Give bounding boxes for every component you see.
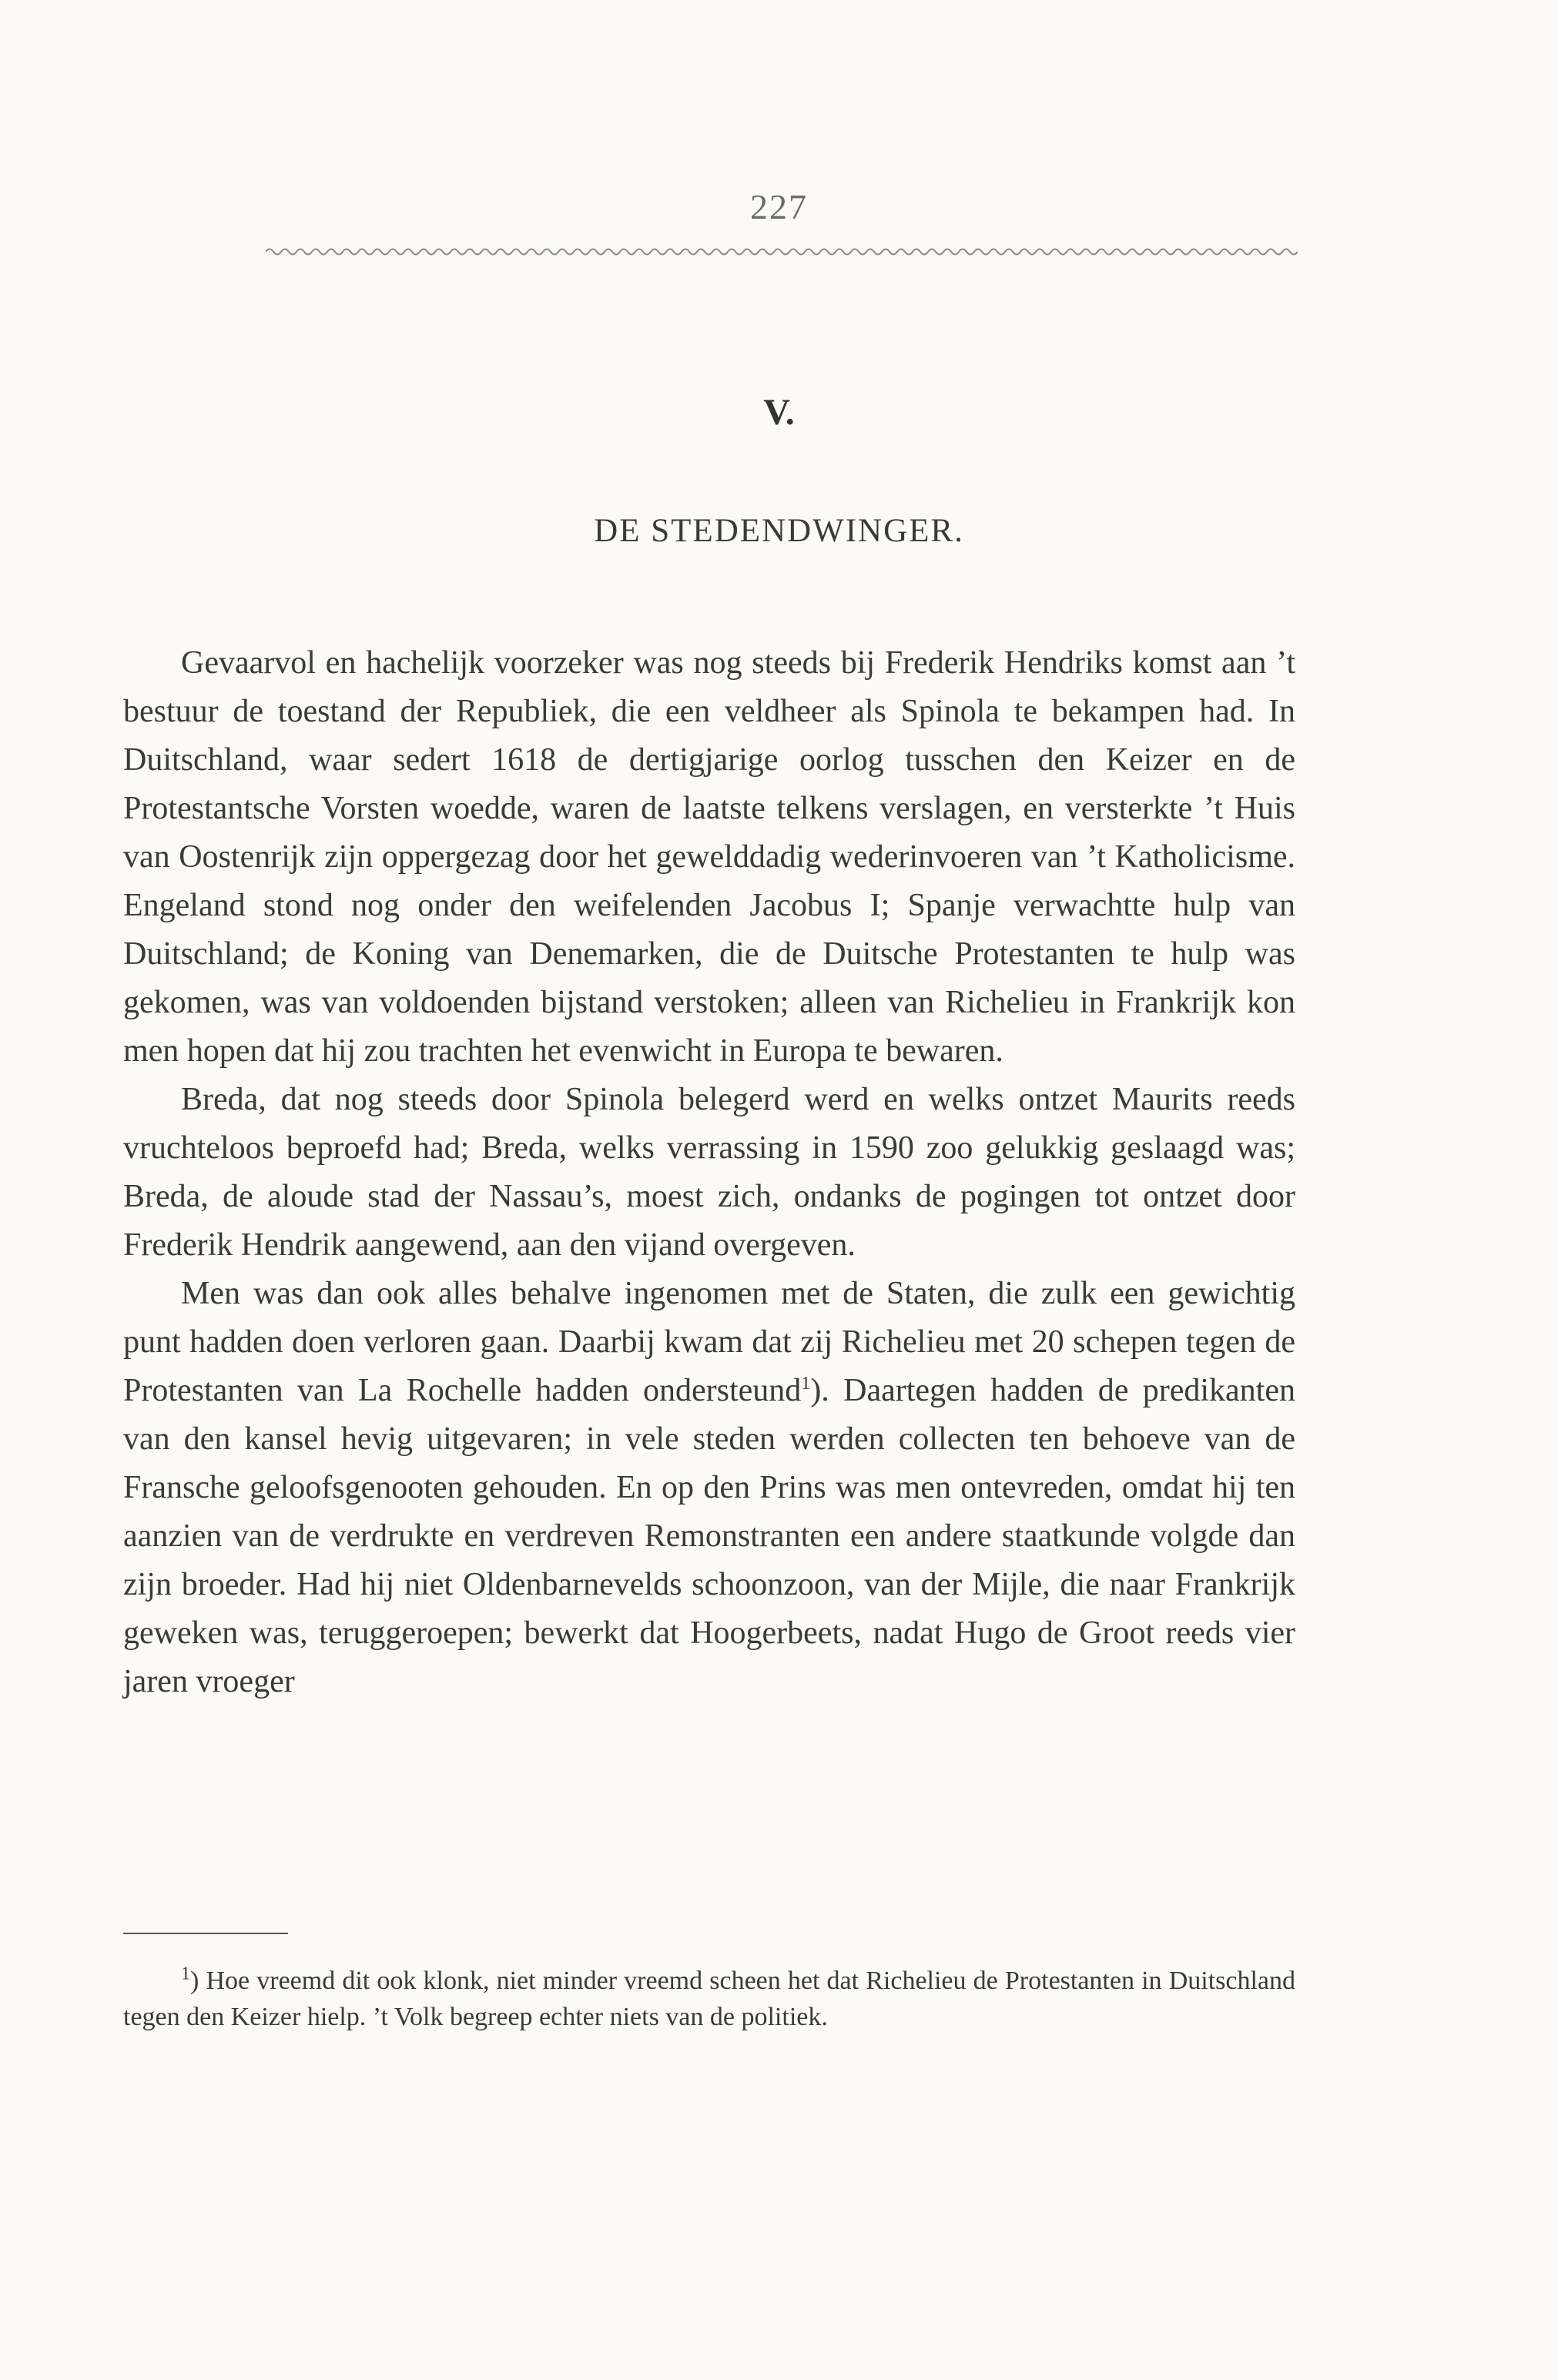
paragraph: Breda, dat nog steeds door Spinola belegerd werd en welks ontzet Maurits reeds vruchteloos beproefd had; Breda, welks verrassing in 1590 zoo gelukkig geslaagd was; Breda, de aloude stad der Nassau’s, moest zich, ondanks de pogingen tot ontzet door Frederik Hendrik aangewend, aan den vijand overgeven.: [123, 1082, 1295, 1263]
footnote-separator: [123, 1933, 288, 1934]
paragraph-text: Men was dan ook alles behalve ingenomen met de Staten, die zulk een gewichtig punt hadden doen verloren gaan. Daarbij kwam dat zij Richelieu met 20 schepen tegen de Protestanten van La Rochelle hadden ondersteund: [123, 1276, 1295, 1408]
paragraph: [123, 1270, 1295, 1706]
page-number: 227: [750, 187, 808, 226]
chapter-title: DE STEDENDWINGER.: [594, 513, 964, 549]
paragraph: Gevaarvol en hachelijk voorzeker was nog steeds bij Frederik Hendriks komst aan ’t bestuur de toestand der Republiek, die een veldheer als Spinola te bekampen had. In Duitschland, waar sedert 1618 de dertigjarige oorlog tusschen den Keizer en de Protestantsche Vorsten woedde, waren de laatste telkens verslagen, en versterkte ’t Huis van Oostenrijk zijn oppergezag door het gewelddadig wederinvoeren van ’t Katholicisme. Engeland stond nog onder den weifelenden Jacobus I; Spanje verwachtte hulp van Duitschland; de Koning van Denemarken, die de Duitsche Protestanten te hulp was gekomen, was van voldoenden bijstand verstoken; alleen van Richelieu in Frankrijk kon men hopen dat hij zou trachten het evenwicht in Europa te bewaren.: [123, 645, 1295, 1069]
body-text: [123, 639, 1295, 1706]
paragraph-text: ). Daartegen hadden de predikanten van den kansel hevig uitgevaren; in vele steden werden collecten ten behoeve van de Fransche geloofsgenooten gehouden. En op den Prins was men ontevreden, omdat hij ten aanzien van de verdrukte en verdreven Remonstranten een andere staatkunde volgde dan zijn broeder. Had hij niet Oldenbarnevelds schoonzoon, van der Mijle, die naar Frankrijk geweken was, teruggeroepen; bewerkt dat Hoogerbeets, nadat Hugo de Groot reeds vier jaren vroeger: [123, 1373, 1295, 1699]
footnote-reference: 1: [801, 1374, 811, 1394]
chapter-numeral: V.: [763, 392, 795, 433]
footnote-marker: 1: [181, 1963, 190, 1984]
wavy-rule: [266, 245, 1298, 259]
footnote-text: ) Hoe vreemd dit ook klonk, niet minder vreemd scheen het dat Richelieu de Protestanten in Duitschland tegen den Keizer hielp. ’t Volk begreep echter niets van de politiek.: [123, 1967, 1295, 2031]
footnote: [123, 1963, 1295, 2035]
